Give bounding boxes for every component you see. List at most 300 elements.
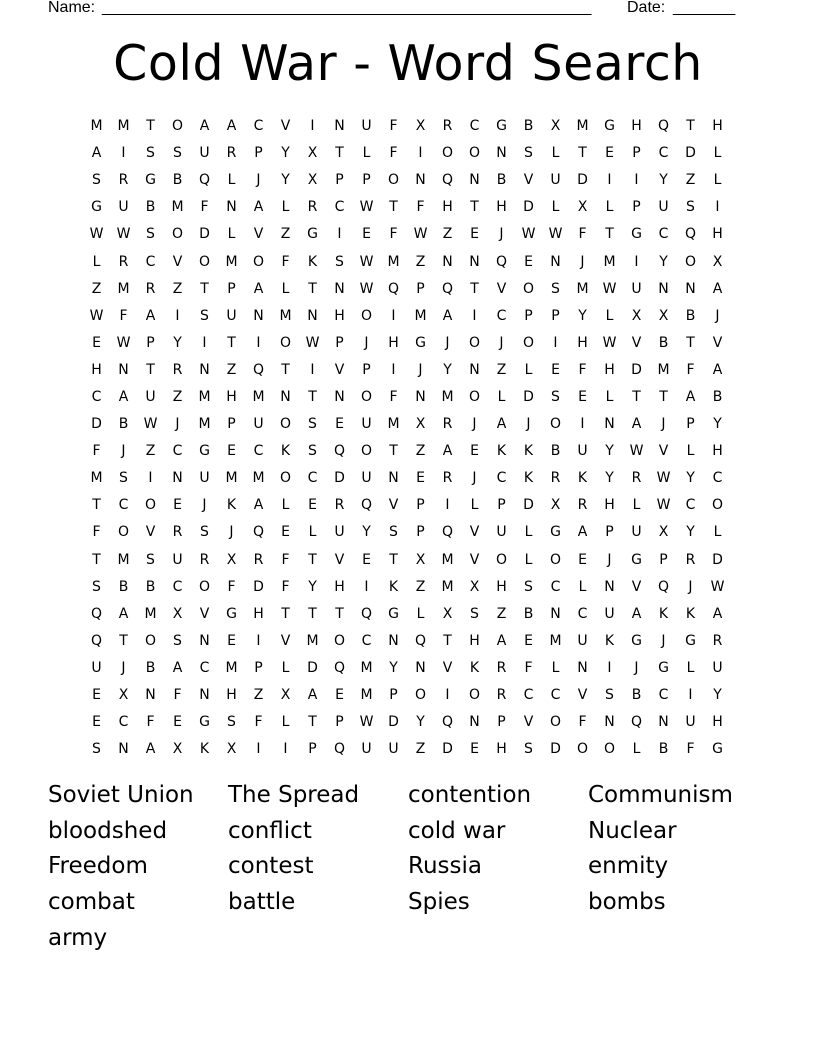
grid-letter[interactable]: E bbox=[173, 497, 182, 514]
grid-letter[interactable]: J bbox=[445, 334, 450, 351]
grid-letter[interactable]: A bbox=[685, 388, 696, 405]
grid-letter[interactable]: V bbox=[577, 687, 588, 704]
grid-letter[interactable]: A bbox=[226, 118, 237, 135]
grid-letter[interactable]: D bbox=[523, 497, 534, 514]
grid-letter[interactable]: T bbox=[227, 334, 236, 351]
grid-letter[interactable]: U bbox=[631, 280, 642, 297]
grid-letter[interactable]: H bbox=[712, 714, 723, 731]
grid-letter[interactable]: S bbox=[308, 443, 317, 460]
grid-letter[interactable]: N bbox=[550, 605, 561, 622]
grid-letter[interactable]: L bbox=[551, 659, 560, 676]
grid-letter[interactable]: N bbox=[469, 361, 480, 378]
grid-letter[interactable]: T bbox=[92, 551, 101, 568]
grid-letter[interactable]: U bbox=[712, 659, 723, 676]
grid-letter[interactable]: B bbox=[172, 172, 183, 189]
grid-letter[interactable]: L bbox=[416, 605, 425, 622]
grid-letter[interactable]: K bbox=[199, 741, 210, 758]
grid-letter[interactable]: E bbox=[92, 687, 101, 704]
grid-letter[interactable]: A bbox=[577, 524, 588, 541]
grid-letter[interactable]: H bbox=[226, 687, 237, 704]
grid-letter[interactable]: S bbox=[605, 687, 614, 704]
grid-letter[interactable]: E bbox=[281, 524, 290, 541]
grid-letter[interactable]: B bbox=[118, 578, 129, 595]
grid-letter[interactable]: J bbox=[634, 659, 639, 676]
grid-letter[interactable]: S bbox=[551, 388, 560, 405]
grid-letter[interactable]: L bbox=[227, 172, 236, 189]
grid-letter[interactable]: R bbox=[712, 632, 723, 649]
grid-letter[interactable]: O bbox=[414, 687, 427, 704]
grid-letter[interactable]: W bbox=[359, 714, 374, 731]
grid-letter[interactable]: X bbox=[172, 741, 183, 758]
grid-letter[interactable]: L bbox=[551, 145, 560, 162]
grid-letter[interactable]: L bbox=[578, 578, 587, 595]
grid-letter[interactable]: W bbox=[116, 334, 131, 351]
grid-letter[interactable]: Q bbox=[441, 172, 454, 189]
grid-letter[interactable]: O bbox=[171, 118, 184, 135]
grid-letter[interactable]: I bbox=[418, 145, 423, 162]
grid-letter[interactable]: Q bbox=[441, 280, 454, 297]
grid-letter[interactable]: S bbox=[470, 605, 479, 622]
grid-letter[interactable]: U bbox=[658, 199, 669, 216]
grid-letter[interactable]: N bbox=[253, 307, 264, 324]
grid-letter[interactable]: Y bbox=[308, 578, 317, 595]
grid-letter[interactable]: P bbox=[254, 659, 263, 676]
grid-letter[interactable]: C bbox=[118, 497, 129, 514]
grid-letter[interactable]: B bbox=[712, 388, 723, 405]
grid-letter[interactable]: K bbox=[226, 497, 237, 514]
grid-letter[interactable]: D bbox=[523, 388, 534, 405]
grid-letter[interactable]: U bbox=[361, 470, 372, 487]
grid-letter[interactable]: R bbox=[496, 659, 507, 676]
grid-letter[interactable]: T bbox=[119, 632, 128, 649]
grid-letter[interactable]: C bbox=[172, 443, 183, 460]
grid-letter[interactable]: W bbox=[602, 280, 617, 297]
grid-letter[interactable]: U bbox=[118, 199, 129, 216]
grid-letter[interactable]: L bbox=[362, 145, 371, 162]
grid-letter[interactable]: M bbox=[252, 388, 265, 405]
grid-letter[interactable]: L bbox=[281, 497, 290, 514]
grid-letter[interactable]: Y bbox=[605, 443, 614, 460]
grid-letter[interactable]: Q bbox=[360, 605, 373, 622]
grid-letter[interactable]: D bbox=[199, 226, 210, 243]
grid-letter[interactable]: P bbox=[605, 524, 614, 541]
grid-letter[interactable]: Q bbox=[252, 361, 265, 378]
grid-letter[interactable]: M bbox=[387, 416, 400, 433]
grid-letter[interactable]: T bbox=[92, 497, 101, 514]
grid-letter[interactable]: D bbox=[388, 714, 399, 731]
grid-letter[interactable]: I bbox=[202, 334, 207, 351]
grid-letter[interactable]: T bbox=[389, 551, 398, 568]
grid-letter[interactable]: U bbox=[253, 416, 264, 433]
grid-letter[interactable]: U bbox=[577, 632, 588, 649]
grid-letter[interactable]: V bbox=[145, 524, 156, 541]
grid-letter[interactable]: Q bbox=[441, 714, 454, 731]
grid-letter[interactable]: C bbox=[496, 470, 507, 487]
grid-letter[interactable]: D bbox=[550, 741, 561, 758]
grid-letter[interactable]: K bbox=[388, 578, 399, 595]
grid-letter[interactable]: O bbox=[360, 443, 373, 460]
grid-letter[interactable]: N bbox=[334, 280, 345, 297]
grid-letter[interactable]: I bbox=[391, 307, 396, 324]
grid-letter[interactable]: A bbox=[712, 280, 723, 297]
grid-letter[interactable]: N bbox=[334, 388, 345, 405]
grid-letter[interactable]: E bbox=[362, 551, 371, 568]
grid-letter[interactable]: P bbox=[659, 551, 668, 568]
grid-letter[interactable]: S bbox=[146, 226, 155, 243]
grid-letter[interactable]: O bbox=[549, 416, 562, 433]
grid-letter[interactable]: M bbox=[252, 470, 265, 487]
grid-letter[interactable]: E bbox=[335, 416, 344, 433]
grid-letter[interactable]: H bbox=[388, 334, 399, 351]
grid-letter[interactable]: C bbox=[145, 253, 156, 270]
grid-letter[interactable]: G bbox=[685, 632, 696, 649]
grid-letter[interactable]: H bbox=[496, 199, 507, 216]
grid-letter[interactable]: G bbox=[91, 199, 102, 216]
grid-letter[interactable]: Y bbox=[659, 172, 668, 189]
grid-letter[interactable]: E bbox=[227, 632, 236, 649]
grid-letter[interactable]: H bbox=[442, 199, 453, 216]
grid-letter[interactable]: U bbox=[91, 659, 102, 676]
grid-letter[interactable]: Y bbox=[713, 687, 722, 704]
grid-letter[interactable]: Z bbox=[496, 361, 507, 378]
grid-letter[interactable]: Q bbox=[333, 443, 346, 460]
grid-letter[interactable]: P bbox=[335, 714, 344, 731]
grid-letter[interactable]: L bbox=[632, 741, 641, 758]
grid-letter[interactable]: Y bbox=[659, 253, 668, 270]
grid-letter[interactable]: M bbox=[441, 578, 454, 595]
grid-letter[interactable]: Z bbox=[253, 687, 264, 704]
grid-letter[interactable]: J bbox=[607, 551, 612, 568]
grid-letter[interactable]: E bbox=[470, 443, 479, 460]
grid-letter[interactable]: M bbox=[549, 632, 562, 649]
grid-letter[interactable]: I bbox=[634, 172, 639, 189]
grid-letter[interactable]: S bbox=[146, 551, 155, 568]
grid-letter[interactable]: D bbox=[712, 551, 723, 568]
grid-letter[interactable]: L bbox=[524, 524, 533, 541]
grid-letter[interactable]: W bbox=[359, 199, 374, 216]
grid-letter[interactable]: X bbox=[307, 145, 318, 162]
grid-letter[interactable]: C bbox=[523, 687, 534, 704]
grid-letter[interactable]: T bbox=[200, 280, 209, 297]
grid-letter[interactable]: R bbox=[496, 687, 507, 704]
grid-letter[interactable]: F bbox=[92, 524, 101, 541]
grid-letter[interactable]: K bbox=[577, 470, 588, 487]
grid-letter[interactable]: H bbox=[334, 307, 345, 324]
grid-letter[interactable]: Z bbox=[415, 443, 426, 460]
grid-letter[interactable]: L bbox=[713, 172, 722, 189]
grid-letter[interactable]: O bbox=[522, 280, 535, 297]
grid-letter[interactable]: E bbox=[578, 388, 587, 405]
grid-letter[interactable]: A bbox=[253, 497, 264, 514]
grid-letter[interactable]: I bbox=[553, 334, 558, 351]
grid-letter[interactable]: Z bbox=[91, 280, 102, 297]
grid-letter[interactable]: U bbox=[145, 388, 156, 405]
grid-letter[interactable]: J bbox=[580, 253, 585, 270]
grid-letter[interactable]: C bbox=[253, 118, 264, 135]
grid-letter[interactable]: G bbox=[415, 334, 426, 351]
grid-letter[interactable]: R bbox=[685, 551, 696, 568]
grid-letter[interactable]: Y bbox=[389, 659, 398, 676]
grid-letter[interactable]: R bbox=[442, 118, 453, 135]
grid-letter[interactable]: N bbox=[442, 253, 453, 270]
grid-letter[interactable]: Q bbox=[90, 605, 103, 622]
grid-letter[interactable]: N bbox=[415, 388, 426, 405]
grid-letter[interactable]: I bbox=[256, 741, 261, 758]
grid-letter[interactable]: L bbox=[227, 226, 236, 243]
grid-letter[interactable]: O bbox=[711, 497, 724, 514]
grid-letter[interactable]: D bbox=[307, 659, 318, 676]
grid-letter[interactable]: F bbox=[389, 118, 398, 135]
grid-letter[interactable]: L bbox=[308, 524, 317, 541]
grid-letter[interactable]: M bbox=[279, 307, 292, 324]
grid-letter[interactable]: U bbox=[388, 741, 399, 758]
grid-letter[interactable]: A bbox=[496, 416, 507, 433]
grid-letter[interactable]: O bbox=[117, 524, 130, 541]
grid-letter[interactable]: X bbox=[307, 172, 318, 189]
grid-letter[interactable]: N bbox=[577, 659, 588, 676]
grid-letter[interactable]: T bbox=[335, 605, 344, 622]
grid-letter[interactable]: B bbox=[118, 416, 129, 433]
grid-letter[interactable]: H bbox=[91, 361, 102, 378]
grid-letter[interactable]: D bbox=[523, 199, 534, 216]
grid-letter[interactable]: C bbox=[550, 578, 561, 595]
grid-letter[interactable]: M bbox=[171, 199, 184, 216]
grid-letter[interactable]: O bbox=[468, 145, 481, 162]
grid-letter[interactable]: G bbox=[658, 659, 669, 676]
grid-letter[interactable]: U bbox=[361, 741, 372, 758]
grid-letter[interactable]: T bbox=[308, 551, 317, 568]
grid-letter[interactable]: J bbox=[499, 226, 504, 243]
grid-letter[interactable]: V bbox=[253, 226, 264, 243]
grid-letter[interactable]: V bbox=[199, 605, 210, 622]
grid-letter[interactable]: E bbox=[92, 334, 101, 351]
grid-letter[interactable]: V bbox=[631, 334, 642, 351]
grid-letter[interactable]: C bbox=[199, 659, 210, 676]
grid-letter[interactable]: N bbox=[145, 687, 156, 704]
grid-letter[interactable]: P bbox=[497, 714, 506, 731]
grid-letter[interactable]: M bbox=[90, 470, 103, 487]
grid-letter[interactable]: M bbox=[225, 470, 238, 487]
grid-letter[interactable]: U bbox=[361, 416, 372, 433]
grid-letter[interactable]: O bbox=[279, 416, 292, 433]
grid-letter[interactable]: W bbox=[548, 226, 563, 243]
grid-letter[interactable]: I bbox=[283, 741, 288, 758]
grid-letter[interactable]: H bbox=[334, 578, 345, 595]
grid-letter[interactable]: J bbox=[121, 443, 126, 460]
grid-letter[interactable]: E bbox=[605, 145, 614, 162]
grid-letter[interactable]: G bbox=[226, 605, 237, 622]
grid-letter[interactable]: T bbox=[308, 714, 317, 731]
grid-letter[interactable]: F bbox=[578, 361, 587, 378]
grid-letter[interactable]: N bbox=[658, 280, 669, 297]
grid-letter[interactable]: M bbox=[306, 632, 319, 649]
grid-letter[interactable]: N bbox=[469, 714, 480, 731]
grid-letter[interactable]: T bbox=[281, 361, 290, 378]
grid-letter[interactable]: F bbox=[686, 741, 695, 758]
grid-letter[interactable]: N bbox=[172, 470, 183, 487]
grid-letter[interactable]: T bbox=[686, 334, 695, 351]
grid-letter[interactable]: T bbox=[605, 226, 614, 243]
grid-letter[interactable]: U bbox=[496, 524, 507, 541]
grid-letter[interactable]: O bbox=[360, 307, 373, 324]
grid-letter[interactable]: Y bbox=[281, 172, 290, 189]
grid-letter[interactable]: L bbox=[605, 199, 614, 216]
grid-letter[interactable]: I bbox=[310, 361, 315, 378]
grid-letter[interactable]: U bbox=[550, 172, 561, 189]
grid-letter[interactable]: H bbox=[604, 361, 615, 378]
grid-letter[interactable]: I bbox=[607, 172, 612, 189]
grid-letter[interactable]: F bbox=[281, 578, 290, 595]
grid-letter[interactable]: N bbox=[199, 687, 210, 704]
grid-letter[interactable]: Y bbox=[713, 416, 722, 433]
grid-letter[interactable]: C bbox=[577, 605, 588, 622]
grid-letter[interactable]: C bbox=[496, 307, 507, 324]
grid-letter[interactable]: A bbox=[712, 605, 723, 622]
grid-letter[interactable]: F bbox=[281, 551, 290, 568]
grid-letter[interactable]: N bbox=[604, 416, 615, 433]
grid-letter[interactable]: Z bbox=[280, 226, 291, 243]
grid-letter[interactable]: B bbox=[145, 199, 156, 216]
grid-letter[interactable]: E bbox=[416, 470, 425, 487]
grid-letter[interactable]: S bbox=[524, 578, 533, 595]
grid-letter[interactable]: N bbox=[307, 307, 318, 324]
grid-letter[interactable]: B bbox=[523, 118, 534, 135]
grid-letter[interactable]: D bbox=[442, 741, 453, 758]
grid-letter[interactable]: F bbox=[146, 714, 155, 731]
grid-letter[interactable]: L bbox=[686, 443, 695, 460]
grid-letter[interactable]: H bbox=[469, 632, 480, 649]
grid-letter[interactable]: U bbox=[199, 145, 210, 162]
grid-letter[interactable]: H bbox=[253, 605, 264, 622]
grid-letter[interactable]: R bbox=[172, 524, 183, 541]
grid-letter[interactable]: F bbox=[389, 145, 398, 162]
grid-letter[interactable]: U bbox=[631, 524, 642, 541]
grid-letter[interactable]: I bbox=[607, 659, 612, 676]
grid-letter[interactable]: N bbox=[658, 714, 669, 731]
grid-letter[interactable]: V bbox=[172, 253, 183, 270]
grid-letter[interactable]: P bbox=[335, 172, 344, 189]
grid-letter[interactable]: M bbox=[603, 253, 616, 270]
grid-letter[interactable]: R bbox=[550, 470, 561, 487]
grid-letter[interactable]: J bbox=[418, 361, 423, 378]
grid-letter[interactable]: Z bbox=[415, 741, 426, 758]
grid-letter[interactable]: W bbox=[602, 334, 617, 351]
grid-letter[interactable]: N bbox=[604, 578, 615, 595]
grid-letter[interactable]: A bbox=[199, 118, 210, 135]
grid-letter[interactable]: P bbox=[362, 361, 371, 378]
grid-letter[interactable]: T bbox=[659, 388, 668, 405]
grid-letter[interactable]: E bbox=[173, 714, 182, 731]
grid-letter[interactable]: V bbox=[523, 172, 534, 189]
grid-letter[interactable]: F bbox=[578, 226, 587, 243]
grid-letter[interactable]: S bbox=[389, 524, 398, 541]
grid-letter[interactable]: L bbox=[605, 307, 614, 324]
grid-letter[interactable]: R bbox=[118, 253, 129, 270]
grid-letter[interactable]: X bbox=[226, 551, 237, 568]
grid-letter[interactable]: E bbox=[524, 632, 533, 649]
grid-letter[interactable]: O bbox=[522, 334, 535, 351]
grid-letter[interactable]: I bbox=[445, 687, 450, 704]
grid-letter[interactable]: X bbox=[550, 118, 561, 135]
grid-letter[interactable]: B bbox=[658, 741, 669, 758]
grid-letter[interactable]: X bbox=[442, 605, 453, 622]
grid-letter[interactable]: T bbox=[281, 605, 290, 622]
grid-letter[interactable]: C bbox=[550, 687, 561, 704]
grid-letter[interactable]: A bbox=[253, 199, 264, 216]
grid-letter[interactable]: V bbox=[334, 361, 345, 378]
grid-letter[interactable]: O bbox=[576, 741, 589, 758]
grid-letter[interactable]: S bbox=[308, 416, 317, 433]
grid-letter[interactable]: R bbox=[442, 416, 453, 433]
grid-letter[interactable]: U bbox=[172, 551, 183, 568]
grid-letter[interactable]: I bbox=[580, 416, 585, 433]
grid-letter[interactable]: N bbox=[604, 714, 615, 731]
grid-letter[interactable]: G bbox=[712, 741, 723, 758]
grid-letter[interactable]: N bbox=[685, 280, 696, 297]
grid-letter[interactable]: A bbox=[145, 741, 156, 758]
grid-letter[interactable]: Q bbox=[198, 172, 211, 189]
grid-letter[interactable]: O bbox=[468, 388, 481, 405]
grid-letter[interactable]: C bbox=[361, 632, 372, 649]
grid-letter[interactable]: U bbox=[361, 118, 372, 135]
grid-letter[interactable]: M bbox=[198, 416, 211, 433]
grid-letter[interactable]: Q bbox=[414, 632, 427, 649]
grid-letter[interactable]: U bbox=[334, 524, 345, 541]
grid-letter[interactable]: Y bbox=[686, 470, 695, 487]
grid-letter[interactable]: E bbox=[335, 687, 344, 704]
grid-letter[interactable]: P bbox=[254, 145, 263, 162]
grid-letter[interactable]: G bbox=[199, 714, 210, 731]
grid-letter[interactable]: X bbox=[415, 551, 426, 568]
grid-letter[interactable]: L bbox=[524, 551, 533, 568]
grid-letter[interactable]: Y bbox=[416, 714, 425, 731]
grid-letter[interactable]: J bbox=[661, 632, 666, 649]
grid-letter[interactable]: K bbox=[658, 605, 669, 622]
grid-letter[interactable]: V bbox=[658, 443, 669, 460]
grid-letter[interactable]: T bbox=[389, 443, 398, 460]
grid-letter[interactable]: C bbox=[658, 226, 669, 243]
grid-letter[interactable]: Y bbox=[173, 334, 182, 351]
grid-letter[interactable]: O bbox=[603, 741, 616, 758]
grid-letter[interactable]: H bbox=[604, 497, 615, 514]
grid-letter[interactable]: Q bbox=[333, 659, 346, 676]
grid-letter[interactable]: P bbox=[416, 524, 425, 541]
grid-letter[interactable]: P bbox=[632, 199, 641, 216]
grid-letter[interactable]: K bbox=[685, 605, 696, 622]
grid-letter[interactable]: X bbox=[658, 307, 669, 324]
grid-letter[interactable]: U bbox=[604, 605, 615, 622]
grid-letter[interactable]: Z bbox=[145, 443, 156, 460]
grid-letter[interactable]: H bbox=[577, 334, 588, 351]
grid-letter[interactable]: D bbox=[253, 578, 264, 595]
grid-letter[interactable]: O bbox=[198, 253, 211, 270]
grid-letter[interactable]: Y bbox=[605, 470, 614, 487]
grid-letter[interactable]: R bbox=[442, 470, 453, 487]
grid-letter[interactable]: M bbox=[576, 118, 589, 135]
grid-letter[interactable]: L bbox=[686, 659, 695, 676]
grid-letter[interactable]: S bbox=[524, 741, 533, 758]
grid-letter[interactable]: W bbox=[359, 253, 374, 270]
grid-letter[interactable]: M bbox=[414, 307, 427, 324]
grid-letter[interactable]: O bbox=[441, 145, 454, 162]
grid-letter[interactable]: Q bbox=[657, 578, 670, 595]
grid-letter[interactable]: I bbox=[364, 578, 369, 595]
grid-letter[interactable]: O bbox=[468, 334, 481, 351]
grid-letter[interactable]: N bbox=[415, 659, 426, 676]
grid-letter[interactable]: K bbox=[307, 253, 318, 270]
grid-letter[interactable]: N bbox=[280, 388, 291, 405]
grid-letter[interactable]: T bbox=[308, 605, 317, 622]
